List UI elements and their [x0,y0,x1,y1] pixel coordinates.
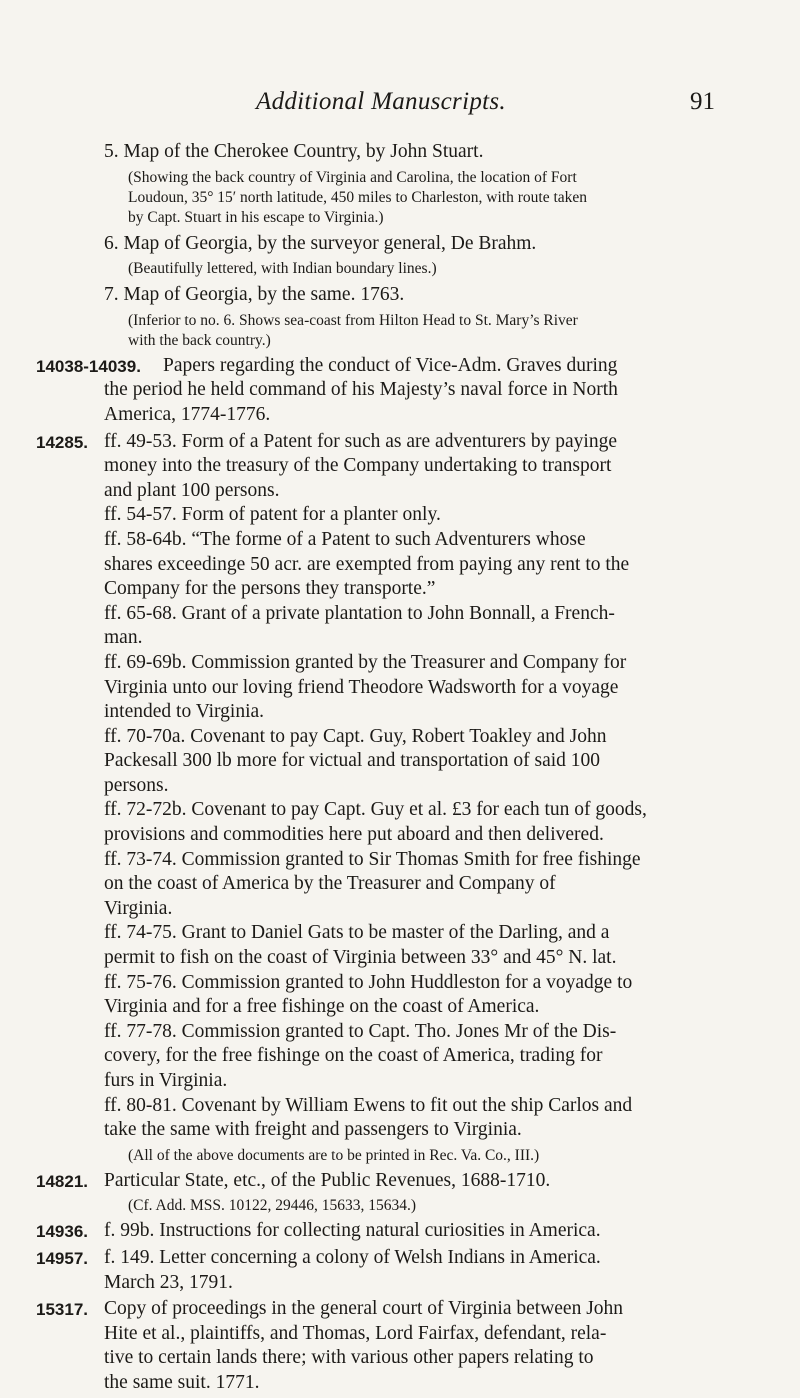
entry-line: ff. 73-74. Commission granted to Sir Thomas Smith for free fishinge [104,848,641,870]
entry-line: persons. [104,774,169,796]
running-title: Additional Manuscripts. [256,88,506,115]
map-item-7 [0,283,800,351]
entry-note: (All of the above documents are to be printed in Rec. Va. Co., III.) [128,1146,540,1164]
entry-line: intended to Virginia. [104,701,265,723]
map-item-5 [0,140,800,228]
item-note: with the back country.) [128,331,271,349]
item-note: Loudoun, 35° 15′ north latitude, 450 miles to Charleston, with route taken [128,188,588,206]
entry-line: America, 1774-1776. [104,403,271,425]
entry-line: Virginia and for a free fishinge on the coast of America. [104,996,540,1018]
manuscript-number: 14821. [36,1171,88,1191]
entry-line: permit to fish on the coast of Virginia between 33° and 45° N. lat. [104,947,617,969]
map-item-6 [0,232,800,280]
page-body [0,140,800,1398]
item-line: 5. Map of the Cherokee Country, by John Stuart. [104,141,484,162]
entry-line: ff. 54-57. Form of patent for a planter only. [104,504,441,526]
entry-line: f. 149. Letter concerning a colony of Welsh Indians in America. [104,1246,601,1268]
entry-line: money into the treasury of the Company undertaking to transport [104,455,612,477]
entry-line: ff. 77-78. Commission granted to Capt. Tho. Jones Mr of the Dis- [104,1020,617,1042]
entry-line: furs in Virginia. [104,1070,228,1091]
entry-line: Copy of proceedings in the general court of Virginia between John [104,1298,624,1320]
entry-line: ff. 58-64b. “The forme of a Patent to such Adventurers whose [104,528,586,550]
entry-line: ff. 65-68. Grant of a private plantation to John Bonnall, a French- [104,602,615,624]
page-number: 91 [690,88,715,115]
manuscript-number: 14936. [36,1222,88,1242]
manuscript-entry [0,1297,800,1395]
entry-line: March 23, 1791. [104,1271,233,1293]
item-note: by Capt. Stuart in his escape to Virginia.) [128,208,384,226]
item-line: 6. Map of Georgia, by the surveyor general, De Brahm. [104,232,537,254]
manuscript-entry [0,1169,800,1217]
item-note: (Beautifully lettered, with Indian boundary lines.) [128,260,437,278]
manuscript-entry [0,1219,800,1244]
entry-line: covery, for the free fishinge on the coast of America, trading for [104,1045,603,1067]
running-head [0,88,800,128]
entry-line: Papers regarding the conduct of Vice-Adm. Graves during [163,354,618,376]
entry-line: tive to certain lands there; with various other papers relating to [104,1347,594,1369]
entry-line: Virginia unto our loving friend Theodore Wadsworth for a voyage [104,676,619,698]
entry-line: shares exceedinge 50 acr. are exempted from paying any rent to the [104,553,630,575]
manuscript-number: 14038-14039. [36,356,141,376]
manuscript-entry [0,1246,800,1295]
entry-line: Virginia. [104,897,173,919]
entry-line: Particular State, etc., of the Public Revenues, 1688-1710. [104,1169,551,1191]
entry-line: ff. 80-81. Covenant by William Ewens to fit out the ship Carlos and [104,1094,633,1116]
item-note: (Inferior to no. 6. Shows sea-coast from Hilton Head to St. Mary’s River [128,311,578,329]
entry-line: provisions and commodities here put aboard and then delivered. [104,824,604,846]
entry-line: ff. 69-69b. Commission granted by the Treasurer and Company for [104,651,627,673]
manuscript-entry [0,430,800,1166]
entry-line: man. [104,627,143,649]
entry-line: ff. 75-76. Commission granted to John Huddleston for a voyadge to [104,971,633,993]
entry-line: and plant 100 persons. [104,479,280,501]
manuscript-number: 15317. [36,1300,88,1320]
manuscript-entry [0,354,800,428]
manuscript-number: 14285. [36,432,88,452]
entry-line: ff. 74-75. Grant to Daniel Gats to be master of the Darling, and a [104,922,610,944]
entry-line: Packesall 300 lb more for victual and transportation of said 100 [104,750,601,772]
entry-note: (Cf. Add. MSS. 10122, 29446, 15633, 15634.) [128,1197,417,1215]
entry-line: ff. 72-72b. Covenant to pay Capt. Guy et al. £3 for each tun of goods, [104,799,647,821]
manuscript-number: 14957. [36,1248,88,1268]
entry-line: the same suit. 1771. [104,1371,260,1393]
entry-line: Hite et al., plaintiffs, and Thomas, Lord Fairfax, defendant, rela- [104,1322,607,1344]
entry-line: Company for the persons they transporte.” [104,578,436,600]
entry-line: ff. 49-53. Form of a Patent for such as are adventurers by payinge [104,430,617,452]
item-note: (Showing the back country of Virginia and Carolina, the location of Fort [128,168,577,186]
entry-line: on the coast of America by the Treasurer and Company of [104,873,556,895]
entry-line: the period he held command of his Majesty’s naval force in North [104,379,618,401]
entry-line: f. 99b. Instructions for collecting natural curiosities in America. [104,1220,601,1242]
item-line: 7. Map of Georgia, by the same. 1763. [104,284,405,306]
entry-line: ff. 70-70a. Covenant to pay Capt. Guy, Robert Toakley and John [104,725,607,747]
entry-line: take the same with freight and passengers to Virginia. [104,1119,522,1141]
